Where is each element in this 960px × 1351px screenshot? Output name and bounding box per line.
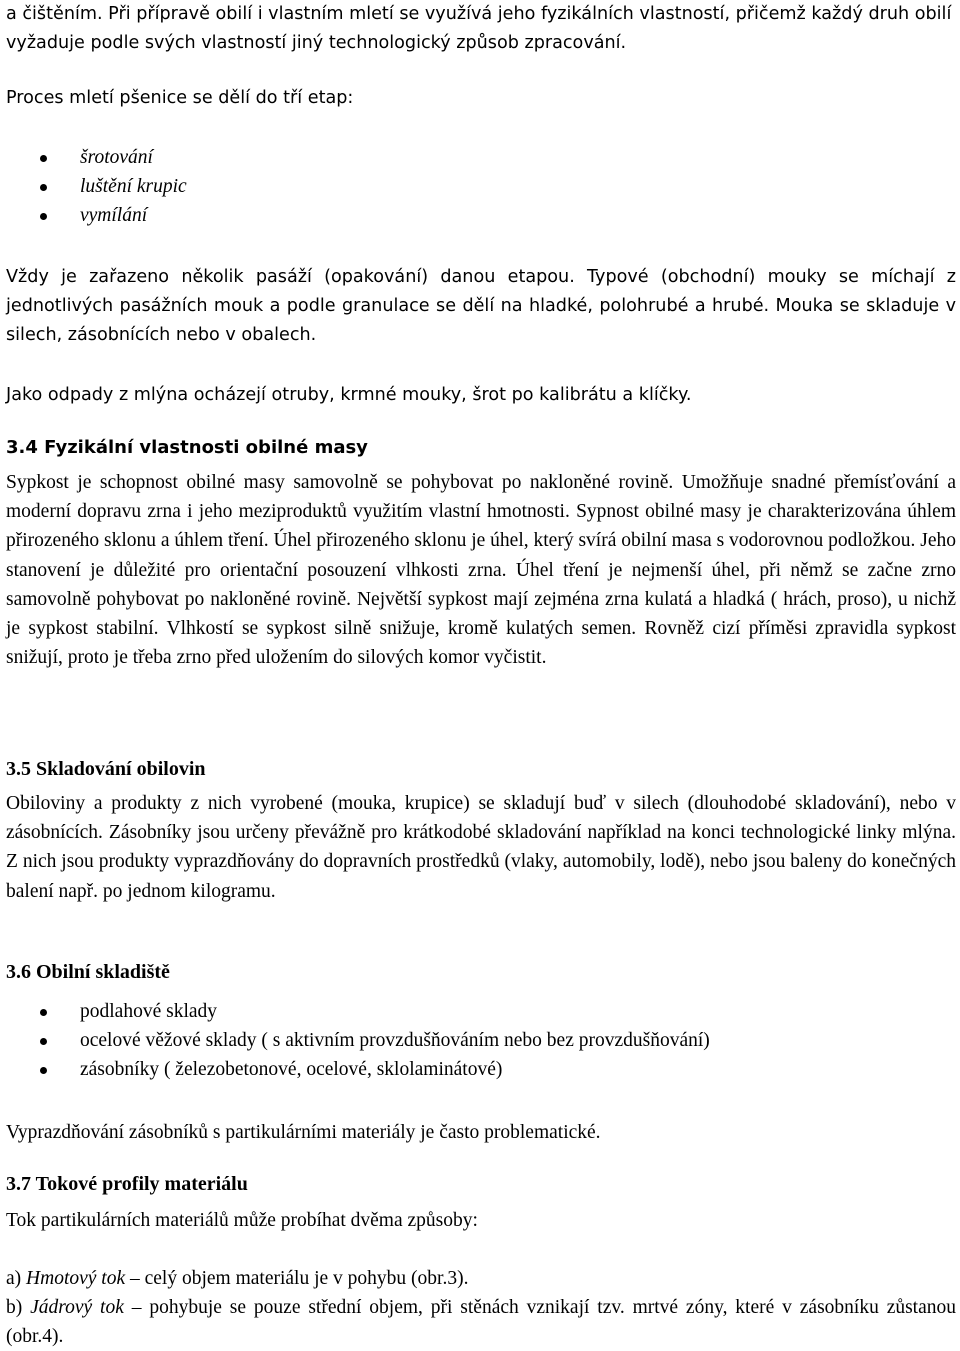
section-3-7-lead: Tok partikulárních materiálů může probíhat dvěma způsoby: <box>6 1210 478 1231</box>
list-item: zásobníky ( železobetonové, ocelové, sklolaminátové) <box>6 1055 956 1084</box>
flow-b-term: Jádrový tok <box>30 1297 124 1318</box>
storage-types-list <box>6 997 956 1085</box>
flow-type-a <box>6 1264 956 1293</box>
passages-paragraph: Vždy je zařazeno několik pasáží (opakování) danou etapou. Typové (obchodní) mouky se míchají z jednotlivých pasážních mouk a podle granulace se dělí na hladké, polohrubé a hrubé. Mouka se skladuje v silech, zásobnících nebo v obalech. <box>6 267 956 346</box>
list-item: ocelové věžové sklady ( s aktivním provzdušňováním nebo bez provzdušňování) <box>6 1026 956 1055</box>
section-3-4-body: Sypkost je schopnost obilné masy samovolně se pohybovat po nakloněné rovině. Umožňuje snadné přemísťování a moderní dopravu zrna i jeho meziproduktů využitím vlastní hmotnosti. Sypnost obilné masy je charakterizována úhlem přirozeného sklonu a úhlem tření. Úhel přirozeného sklonu je úhel, který svírá obilní masa s vodorovnou podložkou. Jeho stanovení je důležité pro orientační posouzení vlhkosti zrna. Úhel tření je nejmenší úhel, při němž se začne zrno samovolně pohybovat po nakloněné rovině. Největší sypkost mají zejména zrna kulatá a hladká ( hrách, proso), u nichž je sypkost stabilní. Vlhkostí se sypkost silně snižuje, kromě kulatých semen. Rovněž cizí příměsi zpravidla sypkost snižují, proto je třeba zrno před uložením do silových komor vyčistit. <box>6 472 956 669</box>
flow-a-description: – celý objem materiálu je v pohybu (obr.3). <box>125 1268 469 1289</box>
section-3-4-heading: 3.4 Fyzikální vlastnosti obilné masy <box>6 437 368 458</box>
section-3-6-heading: 3.6 Obilní skladiště <box>6 961 170 983</box>
section-3-6-note: Vyprazdňování zásobníků s partikulárními materiály je často problematické. <box>6 1122 601 1143</box>
waste-paragraph: Jako odpady z mlýna ocházejí otruby, krmné mouky, šrot po kalibrátu a klíčky. <box>6 385 692 405</box>
list-item: podlahové sklady <box>6 997 956 1026</box>
flow-b-description: – pohybuje se pouze střední objem, při stěnách vznikají tzv. mrtvé zóny, které v zásobníku zůstanou (obr.4). <box>6 1297 957 1348</box>
flow-a-prefix: a) <box>6 1268 27 1289</box>
flow-a-term: Hmotový tok <box>26 1268 126 1289</box>
section-3-5-heading: 3.5 Skladování obilovin <box>6 758 206 780</box>
section-3-5-body: Obiloviny a produkty z nich vyrobené (mouka, krupice) se skladují buď v silech (dlouhodobé skladování), nebo v zásobnících. Zásobníky jsou určeny převážně pro krátkodobé skladování například na konci technologické linky mlýna. Z nich jsou produkty vyprazdňovány do dopravních prostředků (vlaky, automobily, lodě), nebo jsou baleny do konečných balení např. po jednom kilogramu. <box>6 793 956 902</box>
intro-paragraph: a čištěním. Při přípravě obilí i vlastním mletí se využívá jeho fyzikálních vlastností, přičemž každý druh obilí vyžaduje podle svých vlastností jiný technologický způsob zpracování. <box>6 4 952 54</box>
milling-stages-list <box>6 143 956 231</box>
list-item: vymílání <box>6 201 956 230</box>
section-3-7-heading: 3.7 Tokové profily materiálu <box>6 1173 248 1195</box>
milling-lead: Proces mletí pšenice se dělí do tří etap: <box>6 88 354 108</box>
flow-b-prefix: b) <box>6 1297 31 1318</box>
flow-type-b <box>6 1293 956 1351</box>
list-item: šrotování <box>6 143 956 172</box>
list-item: luštění krupic <box>6 172 956 201</box>
